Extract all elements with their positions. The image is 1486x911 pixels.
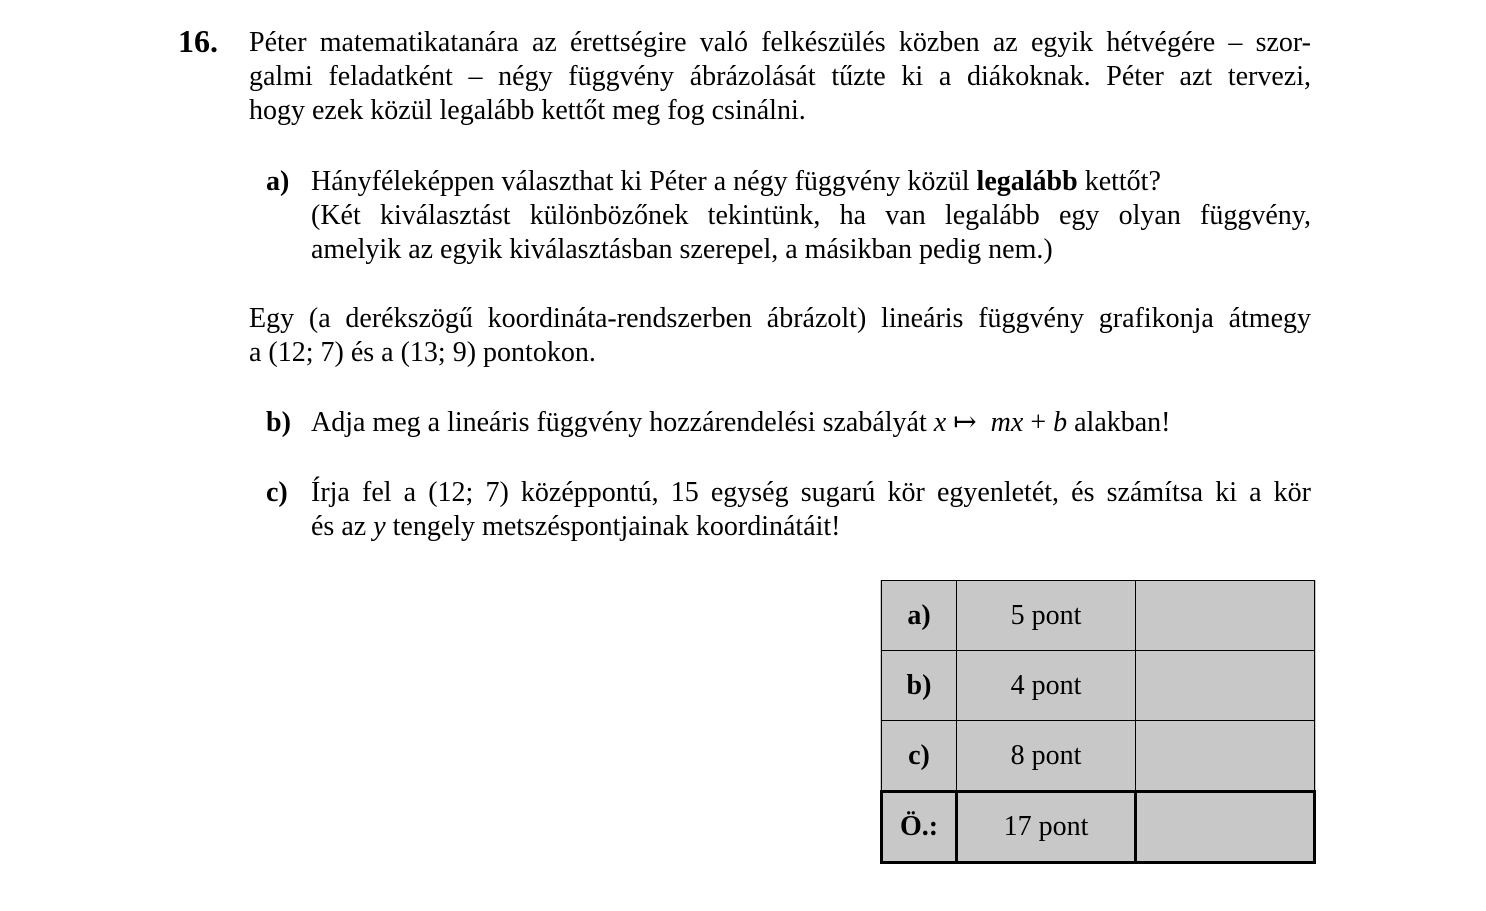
part-a-note-line: (Két kiválasztást különbözőnek tekintünk, ha van legalább egy olyan függvény, — [311, 200, 1311, 231]
part-a-question — [311, 165, 1311, 199]
part-a-question-emphasis: legalább — [976, 166, 1078, 197]
problem-intro — [249, 26, 1311, 128]
part-a-label: a) — [266, 166, 290, 197]
score-row — [882, 721, 1315, 792]
linear-intro-line: a (12; 7) és a (13; 9) pontokon. — [249, 337, 596, 368]
intro-line: galmi feladatként – négy függvény ábrázolását tűzte ki a diákoknak. Péter azt tervezi, — [249, 61, 1311, 92]
part-a-note-line: amelyik az egyik kiválasztásban szerepel, a másikban pedig nem.) — [311, 234, 1053, 265]
part-c-label: c) — [266, 477, 288, 508]
score-total-row — [882, 792, 1315, 863]
part-b-text-end: alakban! — [1067, 407, 1171, 438]
score-table — [880, 580, 1316, 864]
part-c-line — [311, 510, 1311, 544]
part-c-line2-start: és az — [311, 511, 374, 542]
var-b: b — [1053, 407, 1068, 438]
part-a-question-start: Hányféleképpen választhat ki Péter a négy függvény közül — [311, 166, 977, 197]
var-y: y — [373, 511, 386, 542]
score-total-score-cell[interactable] — [1136, 792, 1315, 863]
part-b-label: b) — [266, 407, 291, 438]
var-x: x — [933, 407, 947, 438]
var-mx: mx — [990, 407, 1024, 438]
score-row — [882, 581, 1315, 651]
part-b-text — [311, 406, 1311, 440]
score-row-points: 5 pont — [957, 581, 1136, 651]
problem-number: 16. — [178, 23, 218, 59]
score-row-score-cell[interactable] — [1136, 581, 1315, 651]
linear-intro-line: Egy (a derékszögű koordináta-rendszerben ábrázolt) lineáris függvény grafikonja átmegy — [249, 303, 1311, 334]
part-c-line2-end: tengely metszéspontjainak koordinátáit! — [385, 511, 841, 542]
linear-function-intro — [249, 302, 1311, 370]
score-total-label: Ö.: — [882, 792, 957, 863]
part-c-line: Írja fel a (12; 7) középpontú, 15 egység sugarú kör egyenletét, és számítsa ki a kör — [311, 477, 1311, 508]
part-b-question — [311, 406, 1311, 440]
maps-to-arrow: ↦ — [946, 407, 984, 438]
score-row-points: 4 pont — [957, 651, 1136, 721]
score-row-score-cell[interactable] — [1136, 721, 1315, 792]
score-row-label: c) — [882, 721, 957, 792]
plus-sign: + — [1023, 407, 1054, 438]
part-c-text — [311, 476, 1311, 544]
score-row-label: b) — [882, 651, 957, 721]
score-row-label: a) — [882, 581, 957, 651]
part-a-text — [311, 165, 1311, 267]
score-row — [882, 651, 1315, 721]
intro-line: hogy ezek közül legalább kettőt meg fog csinálni. — [249, 95, 806, 126]
score-total-points: 17 pont — [957, 792, 1136, 863]
score-row-score-cell[interactable] — [1136, 651, 1315, 721]
part-a-question-end: kettőt? — [1077, 166, 1161, 197]
part-b-text-start: Adja meg a lineáris függvény hozzárendelési szabályát — [311, 407, 934, 438]
intro-line: Péter matematikatanára az érettségire való felkészülés közben az egyik hétvégére – szor- — [249, 27, 1311, 58]
score-row-points: 8 pont — [957, 721, 1136, 792]
